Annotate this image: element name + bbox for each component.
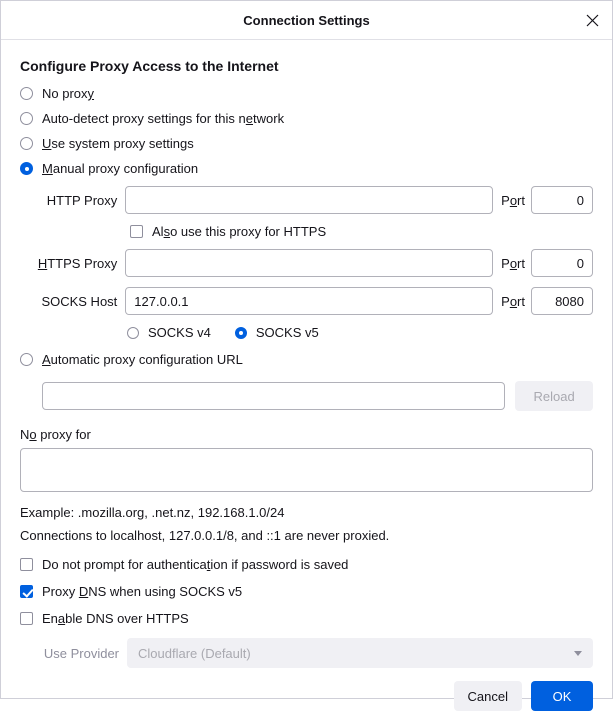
options-group <box>20 557 593 626</box>
checkbox-proxy-dns-label: Proxy DNS when using SOCKS v5 <box>42 584 243 599</box>
checkbox-indicator <box>20 612 33 625</box>
no-proxy-example: Example: .mozilla.org, .net.nz, 192.168.1.0/24 <box>20 505 285 520</box>
radio-indicator <box>20 112 33 125</box>
checkbox-no-auth-prompt[interactable] <box>20 557 593 572</box>
radio-socks-v5[interactable] <box>235 325 319 340</box>
checkbox-indicator <box>130 225 143 238</box>
cancel-button[interactable]: Cancel <box>454 681 522 711</box>
radio-indicator <box>235 327 247 339</box>
https-port-label: Port <box>501 255 525 271</box>
no-proxy-for-textarea[interactable] <box>20 448 593 492</box>
checkbox-no-auth-prompt-label: Do not prompt for authentication if password is saved <box>42 557 349 572</box>
radio-manual-proxy-label: Manual proxy configuration <box>42 161 199 176</box>
radio-indicator <box>20 162 33 175</box>
provider-select[interactable] <box>127 638 593 668</box>
https-proxy-row <box>20 249 593 277</box>
checkbox-indicator <box>20 585 33 598</box>
no-proxy-note: Connections to localhost, 127.0.0.1/8, and ::1 are never proxied. <box>20 528 390 543</box>
radio-indicator <box>127 327 139 339</box>
http-proxy-input[interactable] <box>125 186 493 214</box>
radio-indicator <box>20 137 33 150</box>
no-proxy-for-label: No proxy for <box>20 427 91 442</box>
provider-value: Cloudflare (Default) <box>138 645 251 661</box>
socks-version-group <box>127 325 593 340</box>
checkbox-dns-over-https-label: Enable DNS over HTTPS <box>42 611 189 626</box>
socks-port-input[interactable] <box>531 287 593 315</box>
socks-host-input[interactable] <box>125 287 493 315</box>
reload-button[interactable]: Reload <box>515 381 593 411</box>
radio-system-proxy-label: Use system proxy settings <box>42 136 194 151</box>
dialog-footer <box>1 668 612 724</box>
pac-url-input[interactable] <box>42 382 505 410</box>
provider-row <box>20 638 593 668</box>
provider-label: Use Provider <box>43 645 119 661</box>
radio-no-proxy[interactable] <box>20 86 593 101</box>
socks-host-row <box>20 287 593 315</box>
radio-auto-detect-label: Auto-detect proxy settings for this network <box>42 111 285 126</box>
dialog-titlebar <box>1 1 612 40</box>
section-heading: Configure Proxy Access to the Internet <box>20 58 279 74</box>
radio-system-proxy[interactable] <box>20 136 593 151</box>
radio-no-proxy-label: No proxy <box>42 86 95 101</box>
http-port-label: Port <box>501 192 525 208</box>
radio-automatic-pac[interactable] <box>20 352 593 367</box>
http-port-input[interactable] <box>531 186 593 214</box>
checkbox-proxy-dns[interactable] <box>20 584 593 599</box>
radio-socks-v4[interactable] <box>127 325 211 340</box>
also-https-label: Also use this proxy for HTTPS <box>152 224 327 239</box>
dialog-content <box>1 40 612 668</box>
socks-port-label: Port <box>501 293 525 309</box>
checkbox-dns-over-https[interactable] <box>20 611 593 626</box>
radio-auto-detect[interactable] <box>20 111 593 126</box>
radio-indicator <box>20 87 33 100</box>
ok-button[interactable]: OK <box>531 681 593 711</box>
https-proxy-label: HTTPS Proxy <box>37 255 118 271</box>
radio-manual-proxy[interactable] <box>20 161 593 176</box>
pac-url-row <box>42 381 593 411</box>
radio-socks-v4-label: SOCKS v4 <box>148 325 211 340</box>
chevron-down-icon <box>574 651 582 656</box>
radio-socks-v5-label: SOCKS v5 <box>255 325 319 340</box>
https-port-input[interactable] <box>531 249 593 277</box>
also-https-checkbox[interactable] <box>130 224 593 239</box>
socks-host-label: SOCKS Host <box>41 293 118 309</box>
http-proxy-label: HTTP Proxy <box>46 192 118 208</box>
radio-indicator <box>20 353 33 366</box>
http-proxy-row <box>20 186 593 214</box>
dialog-title: Connection Settings <box>243 12 370 28</box>
radio-automatic-pac-label: Automatic proxy configuration URL <box>42 352 243 367</box>
https-proxy-input[interactable] <box>125 249 493 277</box>
close-icon[interactable] <box>580 8 604 32</box>
checkbox-indicator <box>20 558 33 571</box>
